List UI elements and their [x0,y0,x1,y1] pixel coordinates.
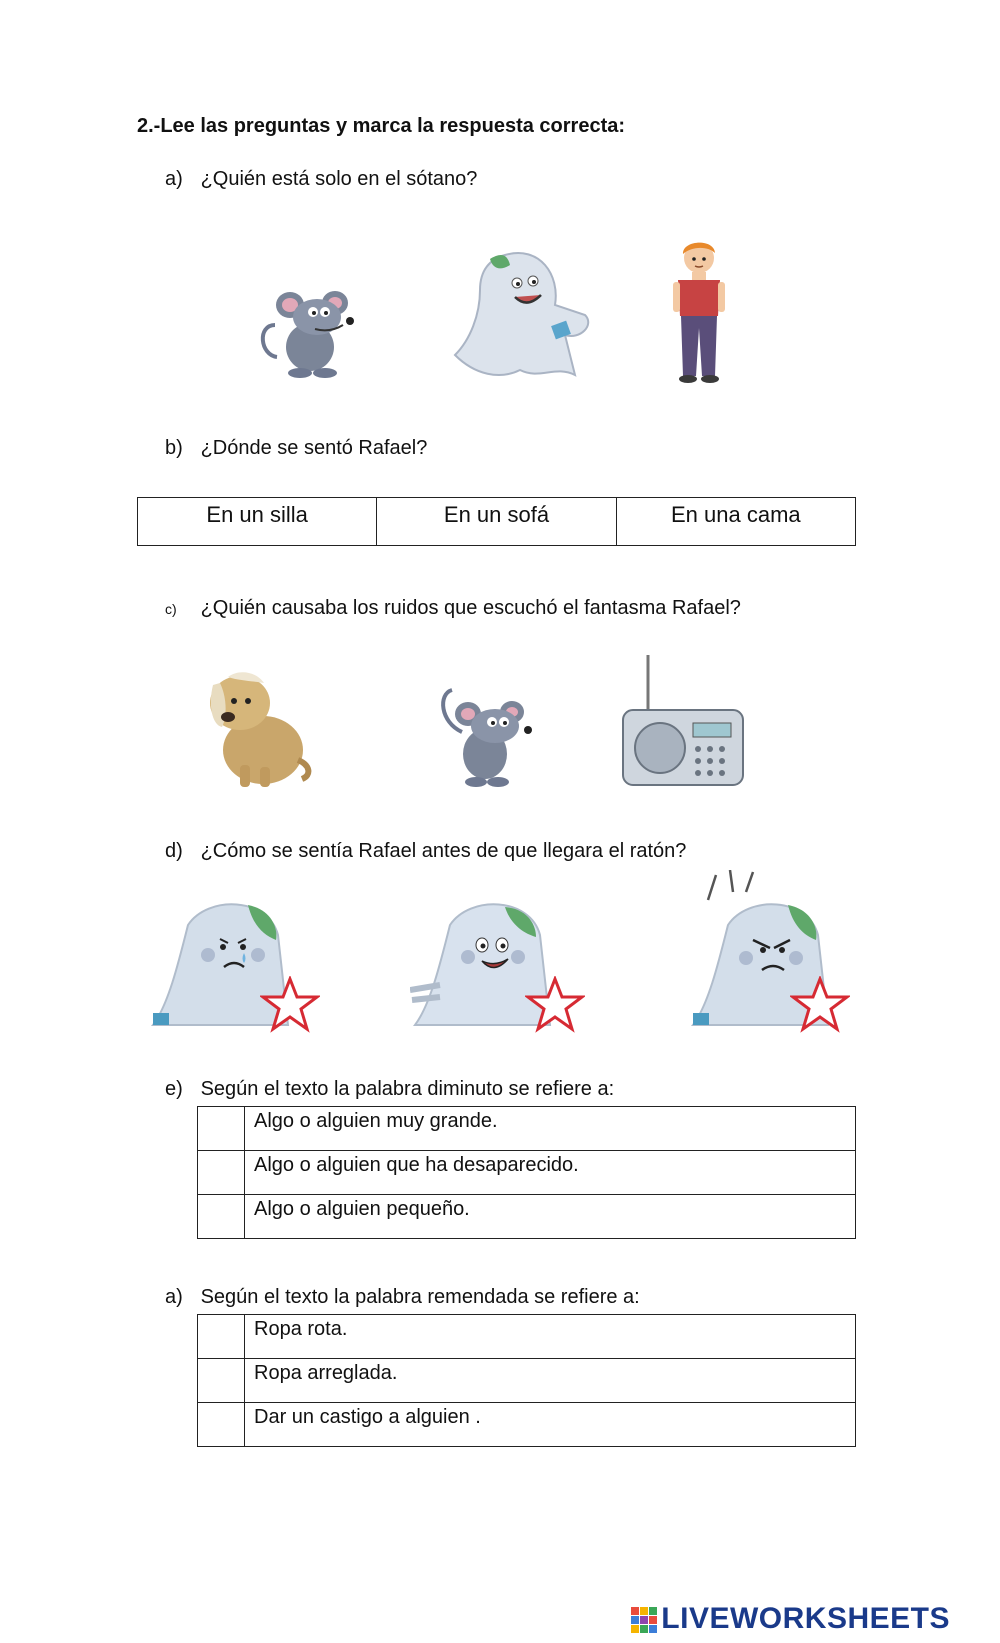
answer-checkbox[interactable] [198,1151,245,1195]
dog-image[interactable] [198,665,318,790]
brand-name: LIVEWORKSHEETS [661,1602,950,1635]
question-e-text: Según el texto la palabra diminuto se refiere a: [200,1078,615,1100]
table-row [198,1195,856,1239]
option-text: Algo o alguien pequeño. [245,1195,856,1239]
answer-checkbox[interactable] [198,1195,245,1239]
answer-checkbox[interactable] [198,1359,245,1403]
option-text: Ropa arreglada. [245,1359,856,1403]
question-b-options-table [137,497,856,546]
star-icon[interactable] [260,976,320,1034]
question-e-label: e) [165,1078,183,1100]
question-f-label: a) [165,1286,183,1308]
question-e-options-table [197,1106,856,1239]
question-d [165,840,686,863]
option-text: Algo o alguien que ha desaparecido. [245,1151,856,1195]
mouse-image-2[interactable] [440,682,555,792]
radio-image[interactable] [618,655,748,790]
liveworksheets-logo [631,1602,950,1636]
question-f-options-table [197,1314,856,1447]
ghost-image[interactable] [445,245,605,385]
question-d-text: ¿Cómo se sentía Rafael antes de que llegara el ratón? [200,840,687,862]
option-text: Dar un castigo a alguien . [245,1403,856,1447]
option-text: Algo o alguien muy grande. [245,1107,856,1151]
table-row [198,1403,856,1447]
answer-checkbox[interactable] [198,1107,245,1151]
question-a [165,168,477,191]
exercise-heading: 2.-Lee las preguntas y marca la respuesta correcta: [137,115,626,137]
star-icon-2[interactable] [525,976,585,1034]
option-sofa[interactable]: En un sofá [377,498,616,546]
question-c [165,597,741,620]
table-row [198,1315,856,1359]
question-b-text: ¿Dónde se sentó Rafael? [200,437,428,459]
brand-logo-icon [631,1607,657,1633]
question-a-label: a) [165,168,183,190]
option-silla[interactable]: En un silla [138,498,377,546]
question-b-label: b) [165,437,183,459]
answer-checkbox[interactable] [198,1315,245,1359]
option-text: Ropa rota. [245,1315,856,1359]
option-cama[interactable]: En una cama [616,498,855,546]
table-row [198,1151,856,1195]
table-row [198,1107,856,1151]
question-f [165,1286,640,1309]
table-row [198,1359,856,1403]
question-a-text: ¿Quién está solo en el sótano? [200,168,478,190]
question-c-label: c) [165,601,177,617]
mouse-image[interactable] [255,285,370,380]
answer-checkbox[interactable] [198,1403,245,1447]
boy-image[interactable] [670,238,730,386]
question-b [165,437,427,460]
question-c-text: ¿Quién causaba los ruidos que escuchó el fantasma Rafael? [200,597,741,619]
question-f-text: Según el texto la palabra remendada se refiere a: [200,1286,640,1308]
question-e [165,1078,614,1101]
question-d-label: d) [165,840,183,862]
star-icon-3[interactable] [790,976,850,1034]
